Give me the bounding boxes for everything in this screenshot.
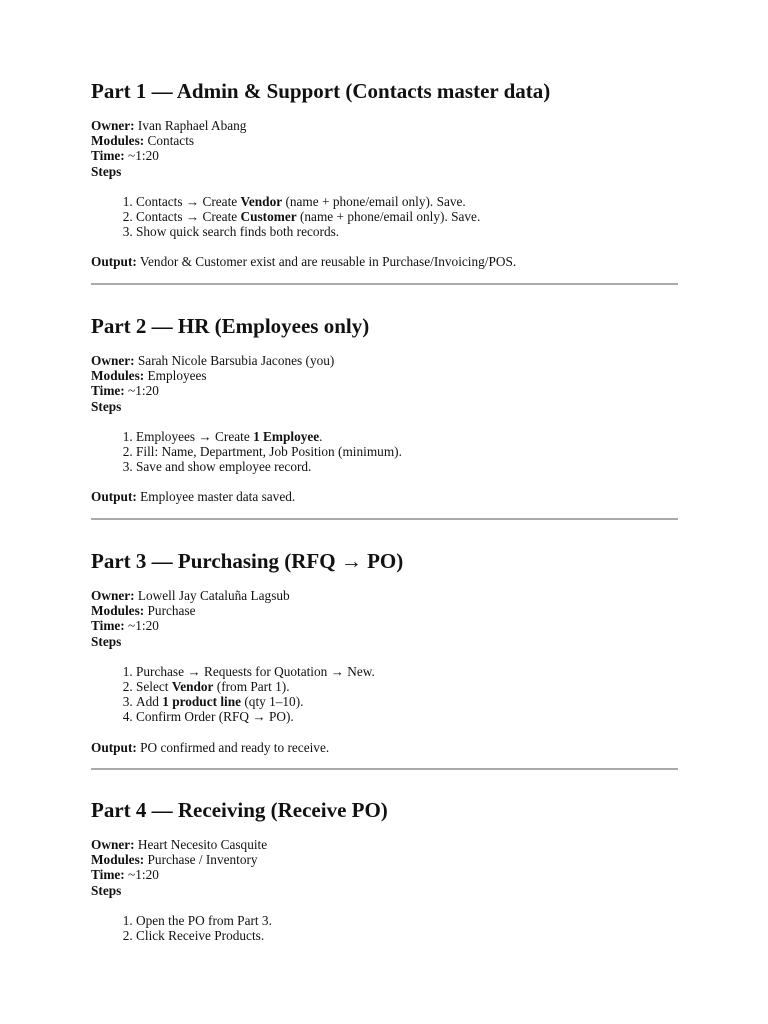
- part-heading: Part 2 — HR (Employees only): [91, 314, 370, 338]
- output-label: Output:: [91, 739, 137, 755]
- owner-line: [91, 837, 678, 852]
- time-value: ~1:20: [124, 148, 159, 164]
- step-bold-text: 1 Employee: [253, 428, 320, 444]
- modules-value: Purchase: [144, 603, 196, 619]
- step-text: Confirm Order (RFQ → PO).: [136, 709, 294, 725]
- step-item: [136, 459, 678, 474]
- owner-label: Owner:: [91, 837, 135, 852]
- output-line: [91, 254, 678, 269]
- time-value: ~1:20: [124, 867, 159, 883]
- time-label: Time:: [91, 383, 125, 399]
- owner-value: Sarah Nicole Barsubia Jacones (you): [134, 353, 335, 368]
- step-text: Fill: Name, Department, Job Position (minimum).: [136, 444, 402, 460]
- steps-label: [91, 164, 678, 179]
- owner-value: Ivan Raphael Abang: [134, 118, 247, 133]
- modules-line: [91, 852, 678, 867]
- step-text-post: (qty 1–10).: [241, 694, 304, 710]
- step-text-post: (name + phone/email only). Save.: [282, 193, 466, 209]
- step-bold-text: 1 product line: [162, 694, 242, 710]
- modules-line: [91, 133, 678, 148]
- part-1-section: [91, 78, 678, 270]
- modules-label: Modules:: [91, 603, 145, 619]
- step-text: Save and show employee record.: [136, 459, 312, 475]
- part-heading: Part 4 — Receiving (Receive PO): [91, 798, 388, 822]
- output-line: [91, 489, 678, 504]
- step-text: Add: [136, 694, 163, 710]
- owner-label: Owner:: [91, 118, 135, 133]
- step-item: [136, 913, 678, 928]
- owner-line: [91, 353, 678, 368]
- time-line: [91, 618, 678, 633]
- modules-line: [91, 603, 678, 618]
- step-bold-text: Vendor: [240, 193, 283, 209]
- time-value: ~1:20: [124, 618, 159, 634]
- step-item: [136, 679, 678, 694]
- time-label: Time:: [91, 867, 125, 883]
- owner-label: Owner:: [91, 588, 135, 603]
- step-item: [136, 664, 678, 679]
- step-item: [136, 209, 678, 224]
- steps-label-text: Steps: [91, 163, 122, 179]
- time-value: ~1:20: [124, 383, 159, 399]
- owner-label: Owner:: [91, 353, 135, 368]
- steps-label: [91, 883, 678, 898]
- modules-label: Modules:: [91, 368, 145, 384]
- step-text-post: (from Part 1).: [213, 679, 290, 695]
- steps-label: [91, 399, 678, 414]
- output-value: PO confirmed and ready to receive.: [136, 739, 330, 755]
- step-text: Show quick search finds both records.: [136, 224, 340, 240]
- step-text-post: (name + phone/email only). Save.: [296, 209, 481, 225]
- modules-label: Modules:: [91, 852, 145, 868]
- step-bold-text: Vendor: [171, 679, 214, 695]
- section-divider: [91, 518, 678, 520]
- step-text: Select: [136, 679, 172, 695]
- section-divider: [91, 283, 678, 285]
- output-line: [91, 740, 678, 755]
- step-item: [136, 709, 678, 724]
- step-text: Contacts → Create: [136, 209, 241, 225]
- step-bold-text: Customer: [240, 209, 297, 225]
- steps-label-text: Steps: [91, 398, 122, 414]
- part-heading: Part 3 — Purchasing (RFQ → PO): [91, 549, 404, 573]
- part-heading: Part 1 — Admin & Support (Contacts master data): [91, 79, 551, 103]
- modules-label: Modules:: [91, 133, 145, 149]
- output-label: Output:: [91, 489, 137, 505]
- steps-label: [91, 634, 678, 649]
- modules-value: Purchase / Inventory: [144, 852, 258, 868]
- step-text: Click Receive Products.: [136, 928, 265, 944]
- owner-value: Heart Necesito Casquite: [134, 837, 268, 852]
- step-item: [136, 194, 678, 209]
- time-label: Time:: [91, 618, 125, 634]
- part-4-section: [91, 797, 678, 943]
- step-text: Open the PO from Part 3.: [136, 912, 272, 928]
- time-line: [91, 148, 678, 163]
- part-3-section: [91, 548, 678, 755]
- owner-line: [91, 118, 678, 133]
- steps-label-text: Steps: [91, 882, 122, 898]
- steps-list: [91, 429, 678, 475]
- steps-list: [91, 664, 678, 725]
- step-text-post: .: [319, 428, 323, 444]
- step-text: Employees → Create: [136, 428, 254, 444]
- steps-list: [91, 913, 678, 943]
- step-item: [136, 694, 678, 709]
- step-text: Purchase → Requests for Quotation → New.: [136, 663, 375, 679]
- steps-list: [91, 194, 678, 240]
- output-label: Output:: [91, 254, 137, 270]
- step-item: [136, 224, 678, 239]
- owner-value: Lowell Jay Cataluña Lagsub: [134, 588, 290, 603]
- step-item: [136, 429, 678, 444]
- time-line: [91, 383, 678, 398]
- modules-value: Contacts: [144, 133, 195, 149]
- step-item: [136, 444, 678, 459]
- steps-label-text: Steps: [91, 633, 122, 649]
- section-divider: [91, 768, 678, 770]
- owner-line: [91, 588, 678, 603]
- time-line: [91, 867, 678, 882]
- output-value: Employee master data saved.: [136, 489, 296, 505]
- step-item: [136, 928, 678, 943]
- modules-line: [91, 368, 678, 383]
- time-label: Time:: [91, 148, 125, 164]
- output-value: Vendor & Customer exist and are reusable in Purchase/Invoicing/POS.: [136, 254, 517, 270]
- modules-value: Employees: [144, 368, 207, 384]
- part-2-section: [91, 313, 678, 505]
- step-text: Contacts → Create: [136, 193, 241, 209]
